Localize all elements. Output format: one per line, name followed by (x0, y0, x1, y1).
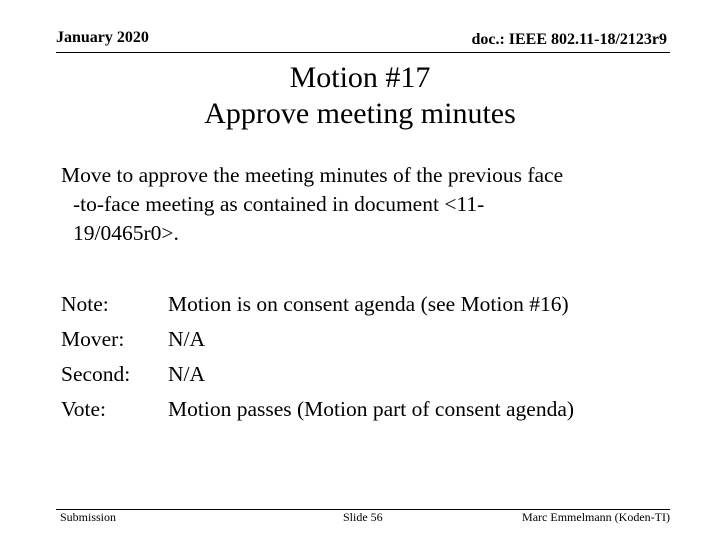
motion-text (61, 161, 671, 248)
motion-details (61, 287, 574, 427)
detail-value: Motion passes (Motion part of consent agenda) (168, 397, 575, 421)
detail-label: Note: (61, 292, 109, 316)
detail-value: N/A (168, 362, 206, 386)
header-document-id: doc.: IEEE 802.11-18/2123r9 (471, 31, 667, 48)
detail-label: Vote: (61, 397, 106, 421)
detail-value: N/A (168, 327, 206, 351)
footer-author: Marc Emmelmann (Koden-TI) (522, 510, 670, 524)
slide-title-line-2: Approve meeting minutes (204, 97, 516, 130)
detail-row-second (61, 357, 574, 392)
footer-submission: Submission (60, 510, 117, 524)
header-divider (56, 52, 670, 53)
detail-value: Motion is on consent agenda (see Motion #16) (168, 292, 569, 316)
detail-label: Second: (61, 362, 131, 386)
slide-title (0, 60, 720, 132)
motion-text-line: Move to approve the meeting minutes of the previous face (61, 163, 564, 187)
header-date: January 2020 (56, 29, 149, 46)
detail-label: Mover: (61, 327, 125, 351)
motion-text-line: 19/0465r0>. (73, 221, 179, 245)
slide-title-line-1: Motion #17 (289, 61, 431, 94)
footer-slide-number: Slide 56 (343, 510, 383, 524)
detail-row-mover (61, 322, 574, 357)
detail-row-note (61, 287, 574, 322)
motion-text-line: -to-face meeting as contained in document <11- (73, 192, 485, 216)
detail-row-vote (61, 392, 574, 427)
